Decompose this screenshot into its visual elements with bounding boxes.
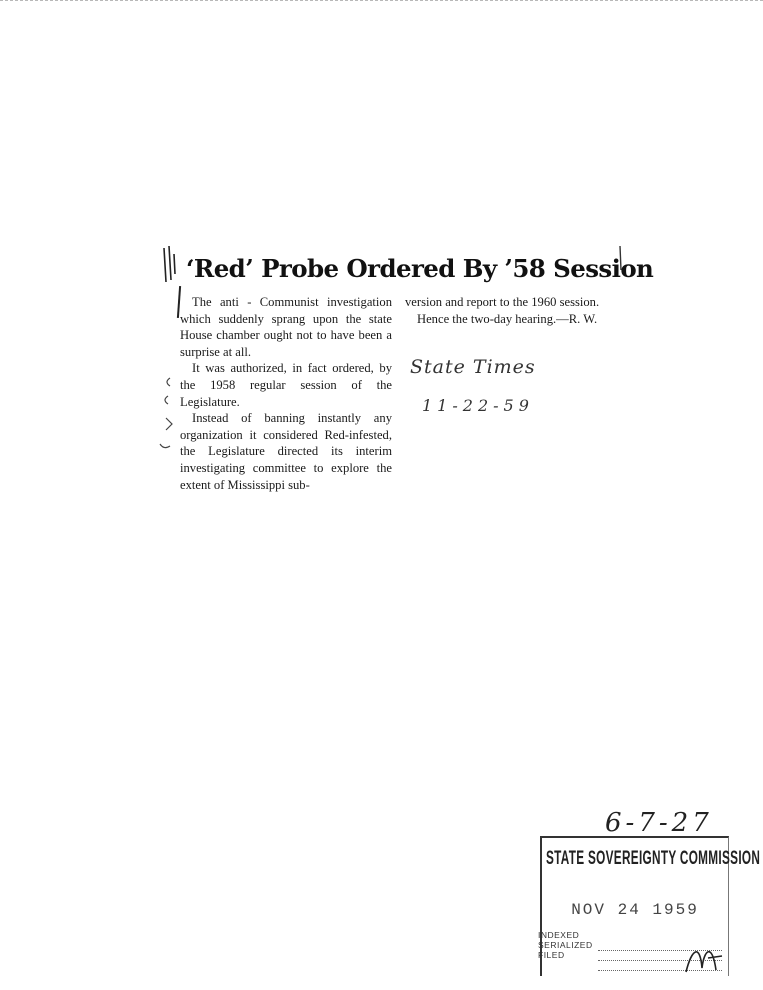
stamp-signature-mark: [682, 938, 726, 978]
stamp-label-indexed: INDEXED: [538, 930, 580, 940]
stamp-label-serialized: SERIALIZED: [538, 940, 593, 950]
handwritten-file-number: 6-7-27: [605, 808, 713, 838]
clipping-edge-mark: [616, 244, 626, 274]
article-paragraph: version and report to the 1960 session.: [405, 295, 600, 309]
article-right-column: [405, 294, 620, 327]
commission-stamp-area: [530, 808, 761, 988]
stamp-date: NOV 24 1959: [571, 901, 699, 919]
article-paragraph: It was authorized, in fact ordered, by the 1958 regular session of the Legislature.: [180, 361, 392, 409]
handwritten-newspaper-name: State Times: [410, 356, 536, 378]
article-paragraph: Hence the two-day hearing.—R. W.: [417, 311, 598, 326]
stamp-title: STATE SOVEREIGNTY COMMISSION: [546, 848, 761, 869]
newspaper-clipping: [150, 244, 654, 494]
handwritten-date: 11-22-59: [422, 396, 534, 415]
page-top-border: [0, 0, 763, 1]
article-paragraph: Instead of banning instantly any organization it considered Red-infested, the Legislature directed its interim investigating committee to explore the extent of Mississippi sub-: [180, 411, 392, 492]
stamp-labels: [538, 930, 593, 960]
article-left-column: [180, 294, 392, 493]
article-paragraph: The anti - Communist investigation which suddenly sprang upon the state House chamber ought not to have been a surprise at all.: [180, 295, 392, 359]
margin-handwriting-mark: [150, 374, 180, 464]
headline: ‘Red’ Probe Ordered By ’58 Session: [186, 254, 654, 283]
stamp-label-filed: FILED: [538, 950, 565, 960]
commission-stamp: [538, 836, 761, 976]
